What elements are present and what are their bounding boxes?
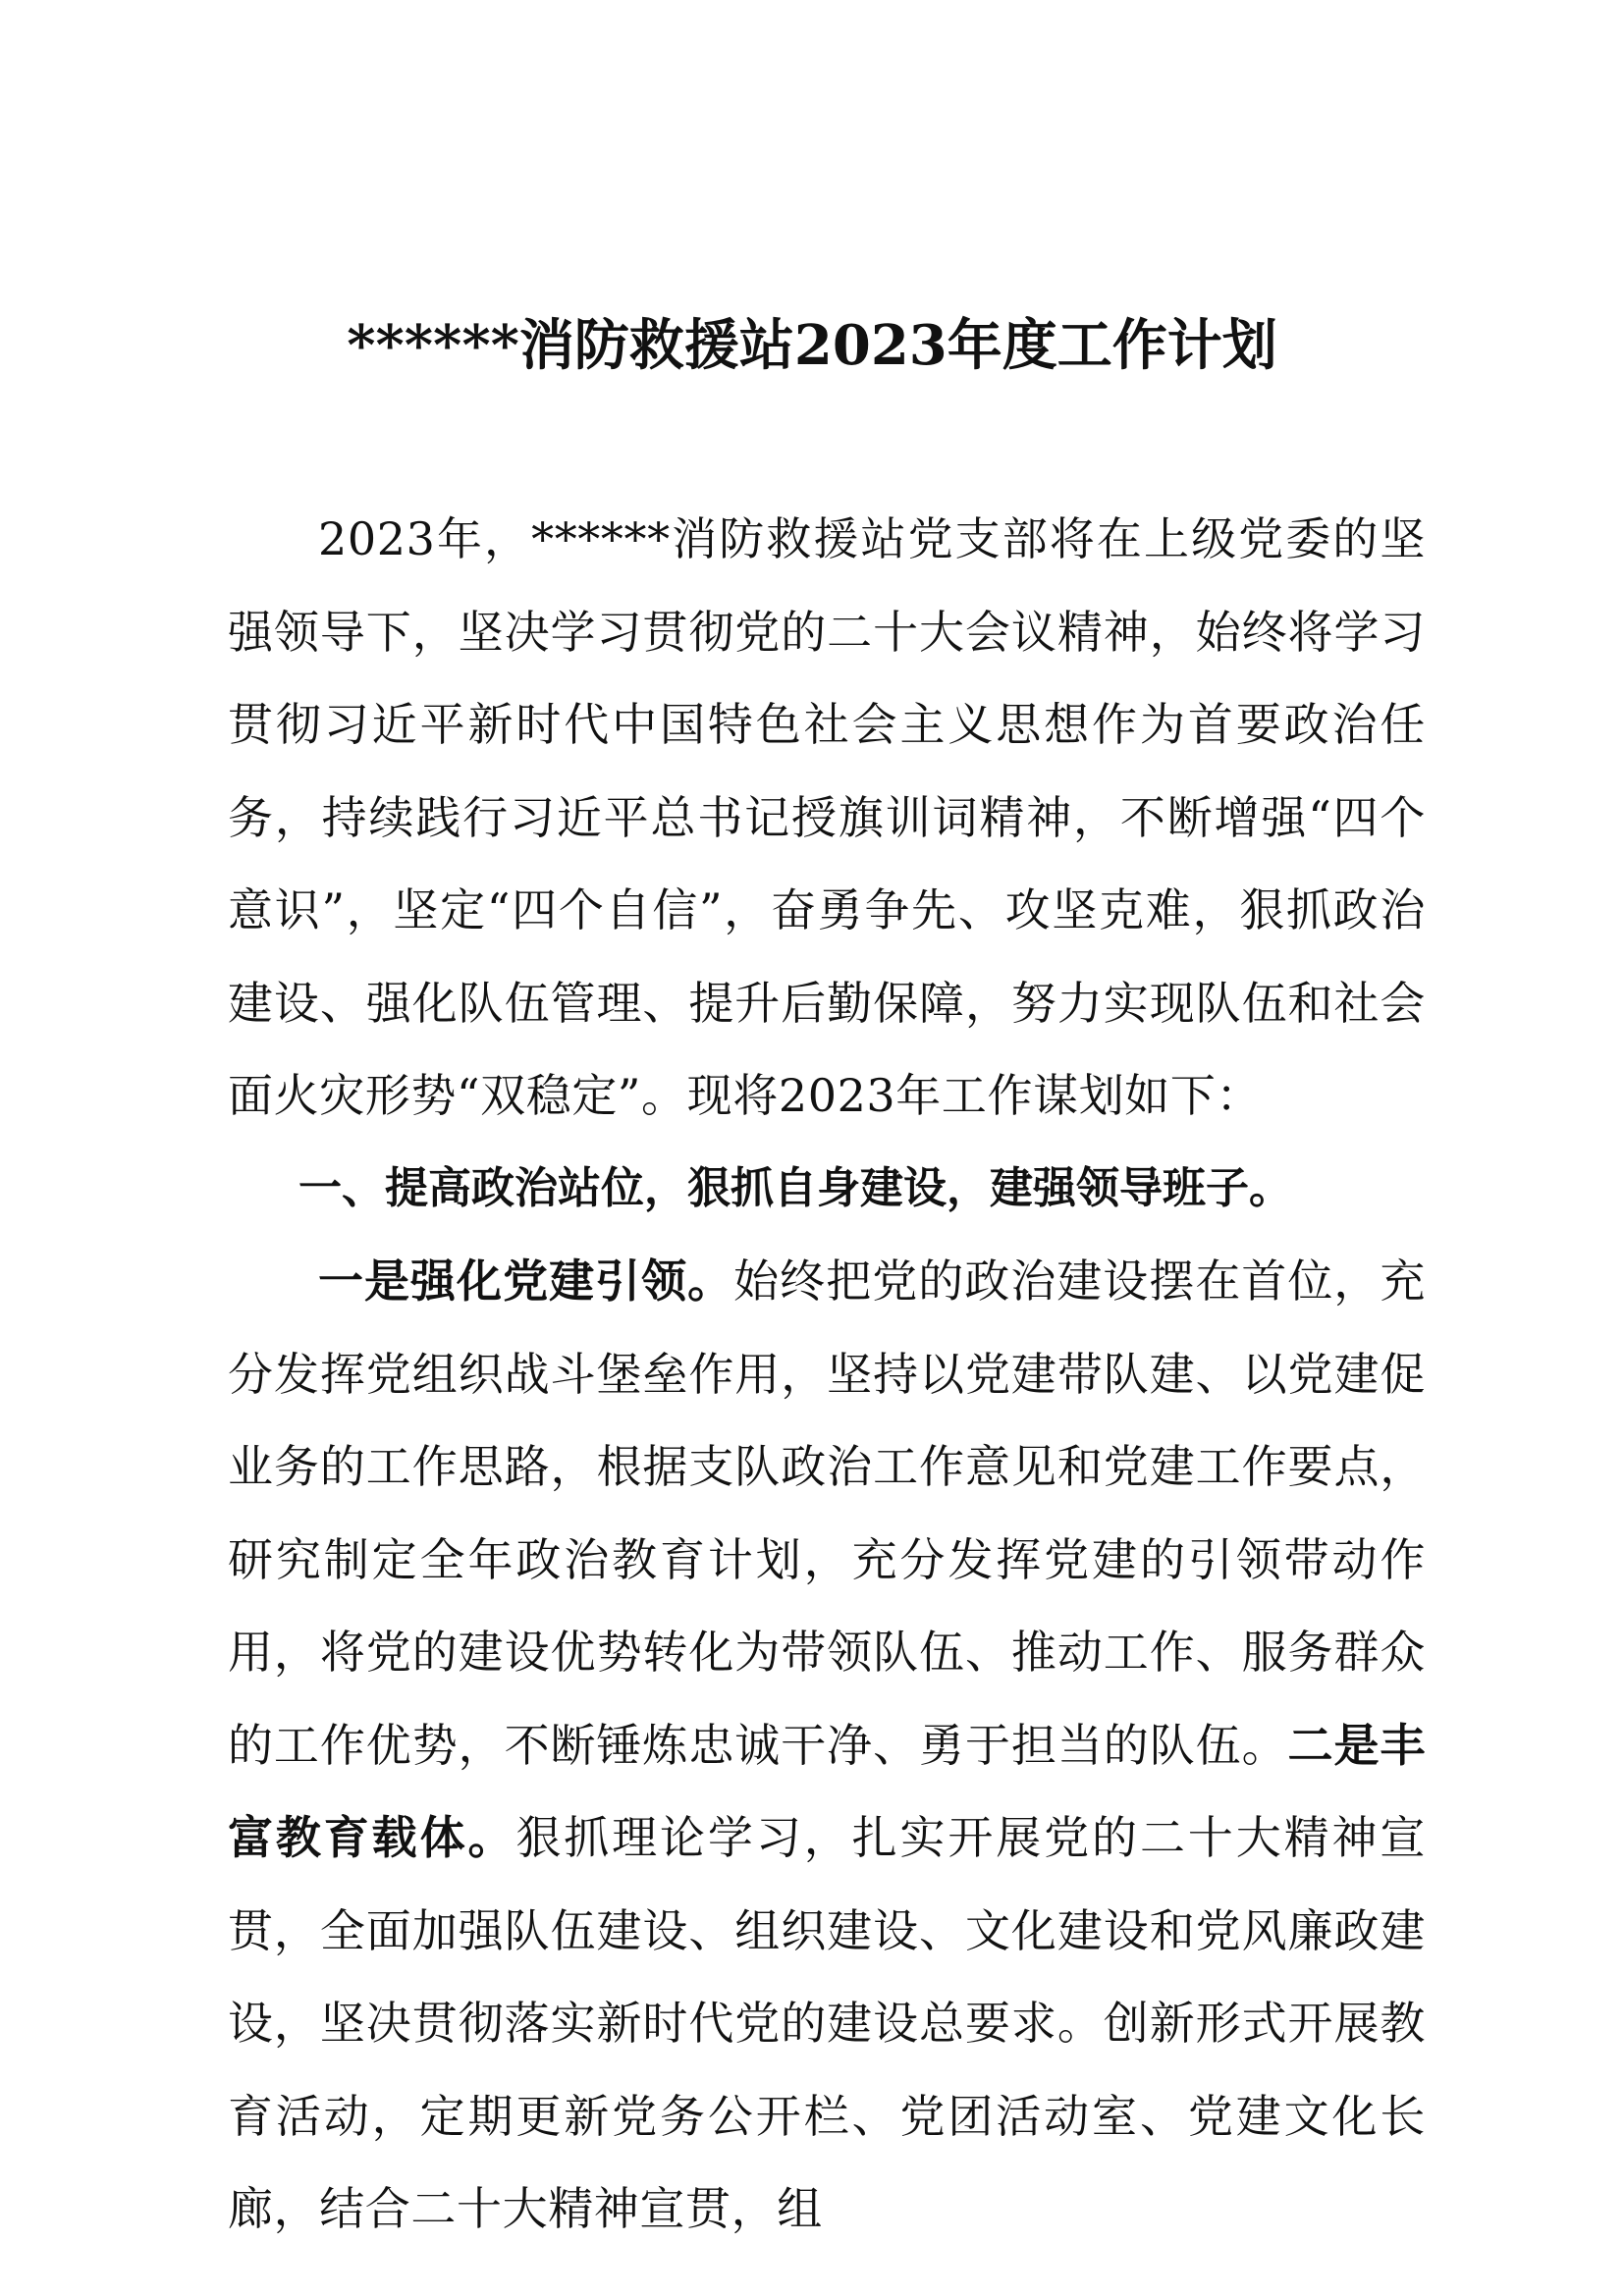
- document-title: ******消防救援站2023年度工作计划: [347, 313, 1277, 378]
- section-heading: 一、提高政治站位，狠抓自身建设，建强领导班子。: [298, 1162, 1292, 1213]
- item-text-1: 始终把党的政治建设摆在首位，充分发挥党组织战斗堡垒作用，坚持以党建带队建、以党建促业务的工作思路，根据支队政治工作意见和党建工作要点，研究制定全年政治教育计划，充分发挥党建的引领带动作用，将党的建设优势转化为带领队伍、推动工作、服务群众的工作优势，不断锤炼忠诚干净、勇于担当的队伍。: [228, 1255, 1426, 1772]
- item-lead-2: 二是丰富教育载体。: [228, 1718, 1426, 1864]
- item-lead-1: 一是强化党建引领。: [318, 1255, 734, 1308]
- section-paragraph: [228, 1235, 1426, 2256]
- intro-paragraph: 2023年，******消防救援站党支部将在上级党委的坚强领导下，坚决学习贯彻党的二十大会议精神，始终将学习贯彻习近平新时代中国特色社会主义思想作为首要政治任务，持续践行习近平总书记授旗训词精神，不断增强“四个意识”，坚定“四个自信”，奋勇争先、攻坚克难，狠抓政治建设、强化队伍管理、提升后勤保障，努力实现队伍和社会面火灾形势“双稳定”。现将2023年工作谋划如下：: [228, 512, 1426, 1122]
- item-text-2: 狠抓理论学习，扎实开展党的二十大精神宣贯，全面加强队伍建设、组织建设、文化建设和党风廉政建设，坚决贯彻落实新时代党的建设总要求。创新形式开展教育活动，定期更新党务公开栏、党团活动室、党建文化长廊，结合二十大精神宣贯，组: [228, 1811, 1426, 2235]
- document-body: [228, 493, 1426, 2256]
